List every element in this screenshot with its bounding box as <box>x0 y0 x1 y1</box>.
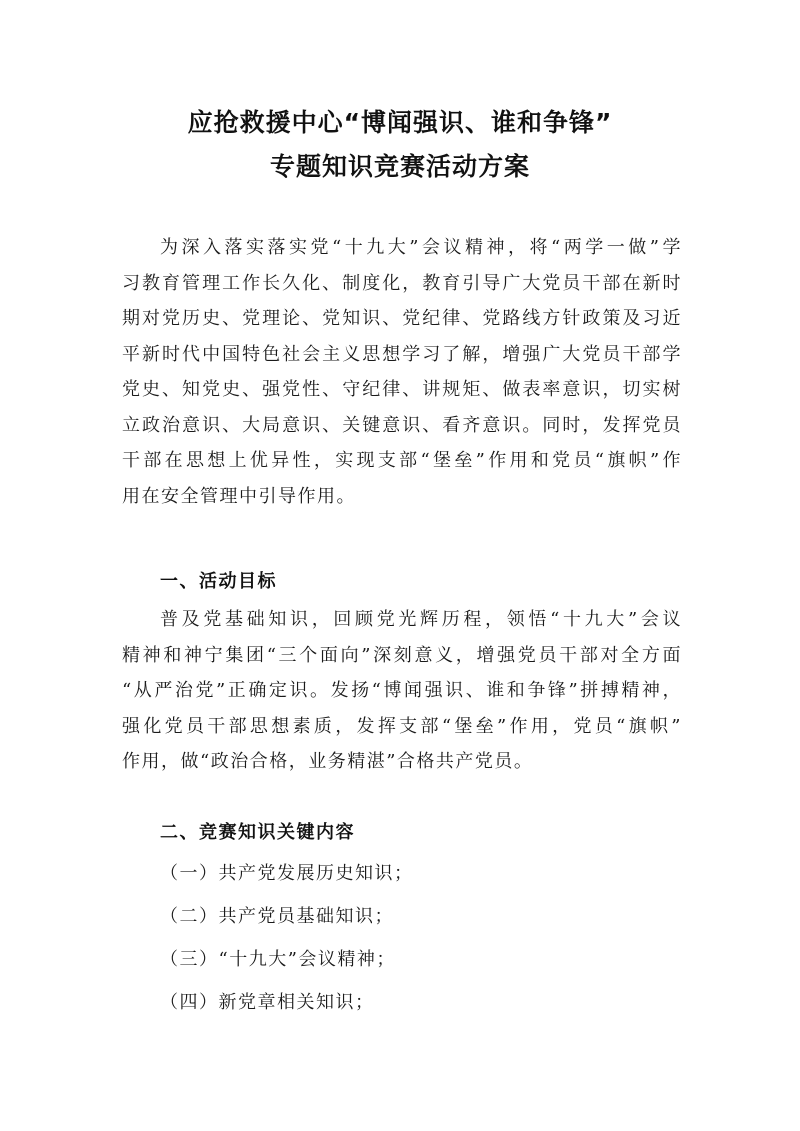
section-heading-goals: 一、活动目标 <box>160 571 277 592</box>
content-list-item: （三）“十九大”会议精神； <box>160 949 396 970</box>
goals-line: 强化党员干部思想素质，发挥支部“堡垒”作用，党员“旗帜” <box>122 715 682 737</box>
document-title-line-1: 应抢救援中心“博闻强识、谁和争锋” <box>187 108 613 137</box>
intro-line: 干部在思想上优异性，实现支部“堡垒”作用和党员“旗帜”作 <box>122 450 682 471</box>
goals-line: 作用，做“政治合格，业务精湛”合格共产党员。 <box>122 751 534 772</box>
goals-line: 精神和神宁集团“三个面向”深刻意义，增强党员干部对全方面 <box>122 644 682 666</box>
intro-line: 期对党历史、党理论、党知识、党纪律、党路线方针政策及习近 <box>122 308 682 329</box>
intro-line: 平新时代中国特色社会主义思想学习了解，增强广大党员干部学 <box>122 343 682 365</box>
goals-line: “从严治党”正确定识。发扬“博闻强识、谁和争锋”拼搏精神， <box>122 680 682 701</box>
goals-paragraph <box>122 602 682 780</box>
intro-line: 用在安全管理中引导作用。 <box>122 485 356 507</box>
intro-line: 立政治意识、大局意识、关键意识、看齐意识。同时，发挥党员 <box>122 414 682 436</box>
intro-paragraph <box>122 230 682 514</box>
content-list-item: （四）新党章相关知识； <box>160 992 375 1013</box>
intro-line: 习教育管理工作长久化、制度化，教育引导广大党员干部在新时 <box>122 272 682 294</box>
goals-line: 普及党基础知识，回顾党光辉历程，领悟“十九大”会议 <box>160 609 682 630</box>
section-heading-content: 二、竞赛知识关键内容 <box>160 822 355 843</box>
intro-line: 党史、知党史、强党性、守纪律、讲规矩、做表率意识，切实树 <box>122 379 682 400</box>
content-list-item: （二）共产党员基础知识； <box>160 906 394 927</box>
intro-line: 为深入落实落实党“十九大”会议精神，将“两学一做”学 <box>160 237 682 258</box>
content-list-item: （一）共产党发展历史知识； <box>160 863 414 884</box>
document-title-line-2: 专题知识竞赛活动方案 <box>269 152 530 181</box>
